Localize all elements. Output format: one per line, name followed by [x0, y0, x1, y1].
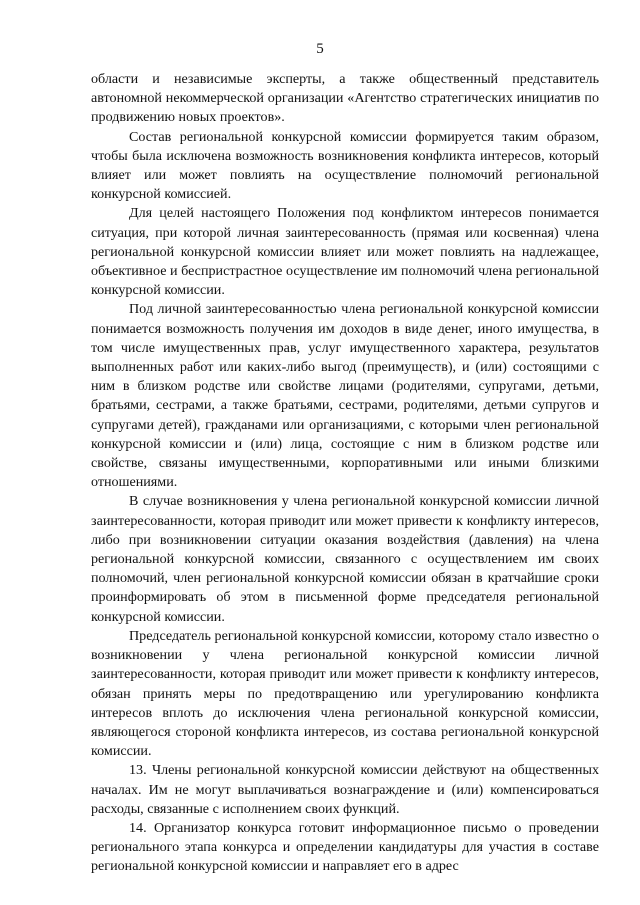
page-number: 5 [316, 41, 324, 57]
paragraph-conflict-definition: Для целей настоящего Положения под конфликтом интересов понимается ситуация, при которой личная заинтересованность (прямая или косвенная) члена региональной конкурсной комиссии влияет или может повлиять на надлежащее, объективное и беспристрастное осуществление им полномочий члена региональной конкурсной комиссии. [91, 205, 599, 299]
paragraph-notification-duty: В случае возникновения у члена региональной конкурсной комиссии личной заинтересованности, которая приводит или может привести к конфликту интересов, либо при возникновении ситуации оказания воздействия (давления) на члена региональной конкурсной комиссии, связанного с осуществлением им своих полномочий, член региональной конкурсной комиссии обязан в кратчайшие сроки проинформировать об этом в письменной форме председателя региональной конкурсной комиссии. [91, 493, 599, 625]
paragraph-commission-composition: Состав региональной конкурсной комиссии формируется таким образом, чтобы была исключена возможность возникновения конфликта интересов, который влияет или может повлиять на осуществление полномочий региональной конкурсной комиссией. [91, 128, 599, 203]
paragraph-continuation: области и независимые эксперты, а также общественный представитель автономной некоммерческой организации «Агентство стратегических инициатив по продвижению новых проектов». [91, 71, 599, 126]
document-body [91, 70, 599, 877]
paragraph-chair-measures: Председатель региональной конкурсной комиссии, которому стало известно о возникновении у члена региональной конкурсной комиссии личной заинтересованности, которая приводит или может привести к конфликту интересов, обязан принять меры по предотвращению или урегулированию конфликта интересов вплоть до исключения члена региональной конкурсной комиссии, являющегося стороной конфликта интересов, из состава региональной конкурсной комиссии. [91, 627, 599, 760]
paragraph-item-14: 14. Организатор конкурса готовит информационное письмо о проведении регионального этапа конкурса и определении кандидатуры для участия в составе региональной конкурсной комиссии и направляет его в адрес [91, 819, 599, 875]
paragraph-personal-interest: Под личной заинтересованностью члена региональной конкурсной комиссии понимается возможность получения им доходов в виде денег, иного имущества, в том числе имущественных прав, услуг имущественного характера, результатов выполненных работ или каких-либо выгод (преимуществ), и (или) состоящими с ним в близком родстве или свойстве лицами (родителями, супругами, детьми, братьями, сестрами, а также братьями, сестрами, родителями, детьми супругов и супругами детей), гражданами или организациями, с которыми член региональной конкурсной комиссии и (или) лица, состоящие с ним в близком родстве или свойстве, связаны имущественными, корпоративными или иными близкими отношениями. [91, 301, 599, 491]
paragraph-item-13: 13. Члены региональной конкурсной комиссии действуют на общественных началах. Им не могут выплачиваться вознаграждение и (или) компенсироваться расходы, связанные с исполнением своих функций. [91, 762, 599, 817]
